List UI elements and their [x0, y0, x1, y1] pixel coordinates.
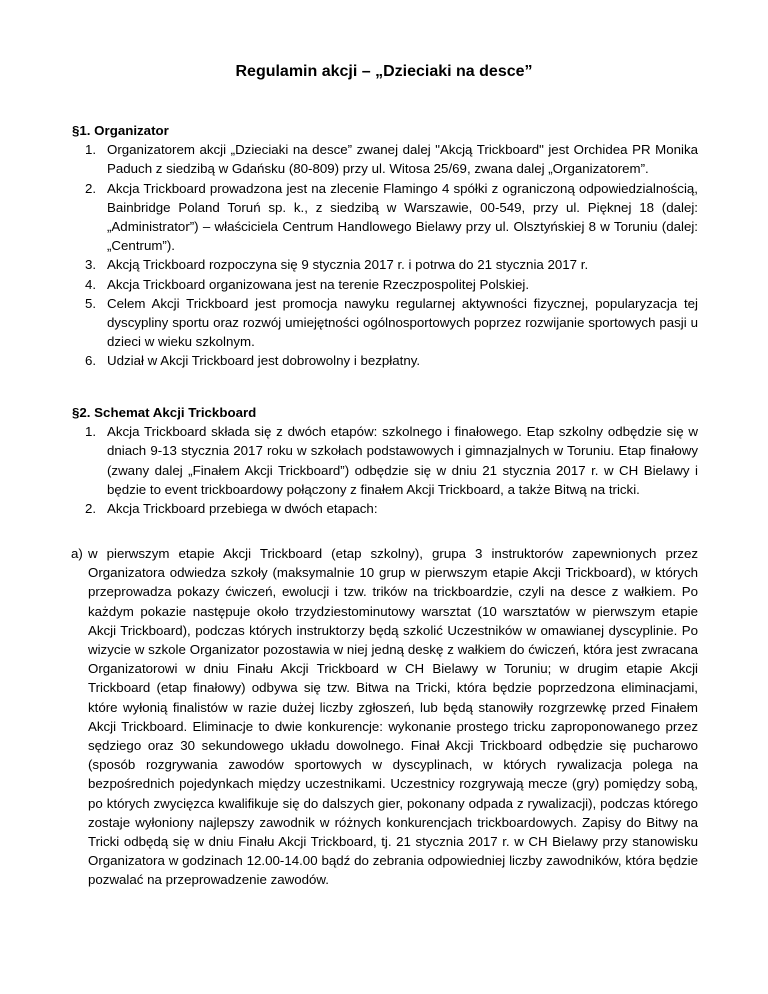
item-text: Celem Akcji Trickboard jest promocja nawyku regularnej aktywności fizycznej, popularyzacja tej dyscypliny sportu oraz rozwój umiejętności ogólnosportowych poprzez rozwijanie sportowych pasji u dzieci w wieku szkolnym.: [107, 295, 698, 350]
item-text: Akcją Trickboard rozpoczyna się 9 stycznia 2017 r. i potrwa do 21 stycznia 2017 r.: [107, 257, 589, 273]
list-item: [72, 351, 698, 370]
list-item: [72, 294, 698, 352]
item-text: Akcja Trickboard prowadzona jest na zlecenie Flamingo 4 spółki z ograniczoną odpowiedzialnością, Bainbridge Poland Toruń sp. k., z siedzibą w Warszawie, 00-549, przy ul. Pięknej 18 (dalej: „Administrator”) – właściciela Centrum Handlowego Bielawy przy ul. Olsztyńskiej 8 w Toruniu (dalej: „Centrum”).: [107, 180, 698, 254]
item-number: 4.: [85, 276, 97, 292]
section-heading: §2. Schemat Akcji Trickboard: [72, 405, 257, 420]
list-item: [72, 255, 698, 274]
item-text: Organizatorem akcji „Dzieciaki na desce” zwanej dalej "Akcją Trickboard" jest Orchidea PR Monika Paduch z siedzibą w Gdańsku (80-809) przy ul. Witosa 25/69, zwana dalej „Organizatorem”.: [107, 142, 698, 177]
list-item: [72, 499, 698, 518]
section-list: [72, 422, 698, 518]
section-organizer: [72, 121, 698, 371]
item-text: Akcja Trickboard organizowana jest na terenie Rzeczpospolitej Polskiej.: [107, 276, 530, 292]
list-item: [72, 275, 698, 294]
item-number: 1.: [85, 142, 97, 158]
item-number: 2.: [85, 180, 97, 196]
item-text: Akcja Trickboard przebiega w dwóch etapach:: [107, 501, 378, 516]
item-number: 3.: [85, 257, 97, 273]
section-list: [72, 140, 698, 370]
list-item: [72, 140, 698, 178]
list-item: [72, 179, 698, 256]
subitem-text: w pierwszym etapie Akcji Trickboard (etap szkolny), grupa 3 instruktorów zapewnionych przez Organizatora odwiedza szkoły (maksymalnie 10 grup w pierwszym etapie Akcji Trickboard), w których przeprowadza pokazy ćwiczeń, ewolucji i tzw. trików na trickboardzie, czyli na desce z wałkiem. Po każdym pokazie następuje około trzydziestominutowy warsztat (10 warsztatów w pierwszym etapie Akcji Trickboard), podczas których instruktorzy będą szkolić Uczestników w omawianej dyscyplinie. Po wizycie w szkole Organizator pozostawia w niej jedną deskę z wałkiem do ćwiczeń, która jest zwracana Organizatorowi w dniu Finału Akcji Trickboard w CH Bielawy w Toruniu; w drugim etapie Akcji Trickboard (etap finałowy) odbywa się tzw. Bitwa na Tricki, która będzie poprzedzona eliminacjami, które wyłonią finalistów w razie dużej liczby zgłoszeń, lub będą stanowiły rozgrzewkę przed Finałem Akcji Trickboard. Eliminacje to dwie konkurencje: wykonanie prostego tricku zaproponowanego przez sędziego oraz 30 sekundowego układu dowolnego. Finał Akcji Trickboard odbędzie się pucharowo (sposób rozgrywania zawodów sportowych w dyscyplinach, w których rywalizacja polega na bezpośrednich pojedynkach między uczestnikami. Uczestnicy rozgrywają mecze (gry) pomiędzy sobą, po których zwycięzca kwalifikuje się do dalszych gier, pokonany odpada z rywalizacji), podczas którego zostaje wyłoniony najlepszy zawodnik w różnych konkurencjach trickboardowych. Zapisy do Bitwy na Tricki odbędą się w dniu Finału Akcji Trickboard, tj. 21 stycznia 2017 r. w CH Bielawy przy stanowisku Organizatora w godzinach 12.00-14.00 bądź do zebrania odpowiedniej liczby zawodników, która będzie pozwalać na przeprowadzenie zawodów.: [88, 546, 698, 888]
item-text: Akcja Trickboard składa się z dwóch etapów: szkolnego i finałowego. Etap szkolny odbędzie się w dniach 9-13 stycznia 2017 roku w szkołach podstawowych i gimnazjalnych w Toruniu. Etap finałowy (zwany dalej „Finałem Akcji Trickboard”) odbędzie się w dniu 21 stycznia 2017 r. w CH Bielawy i będzie to event trickboardowy połączony z finałem Akcji Trickboard, a także Bitwą na tricki.: [107, 424, 698, 497]
document-title: Regulamin akcji – „Dzieciaki na desce”: [235, 63, 533, 80]
item-number: 2.: [85, 501, 97, 516]
section-schema: [72, 403, 698, 518]
section-heading: §1. Organizator: [72, 123, 169, 138]
item-number: 6.: [85, 353, 97, 369]
subitem-marker: a): [71, 546, 83, 561]
item-number: 1.: [85, 424, 97, 440]
item-text: Udział w Akcji Trickboard jest dobrowolny i bezpłatny.: [107, 353, 421, 369]
item-number: 5.: [85, 295, 97, 311]
list-item: [72, 422, 698, 499]
subitem-a: [71, 544, 698, 890]
